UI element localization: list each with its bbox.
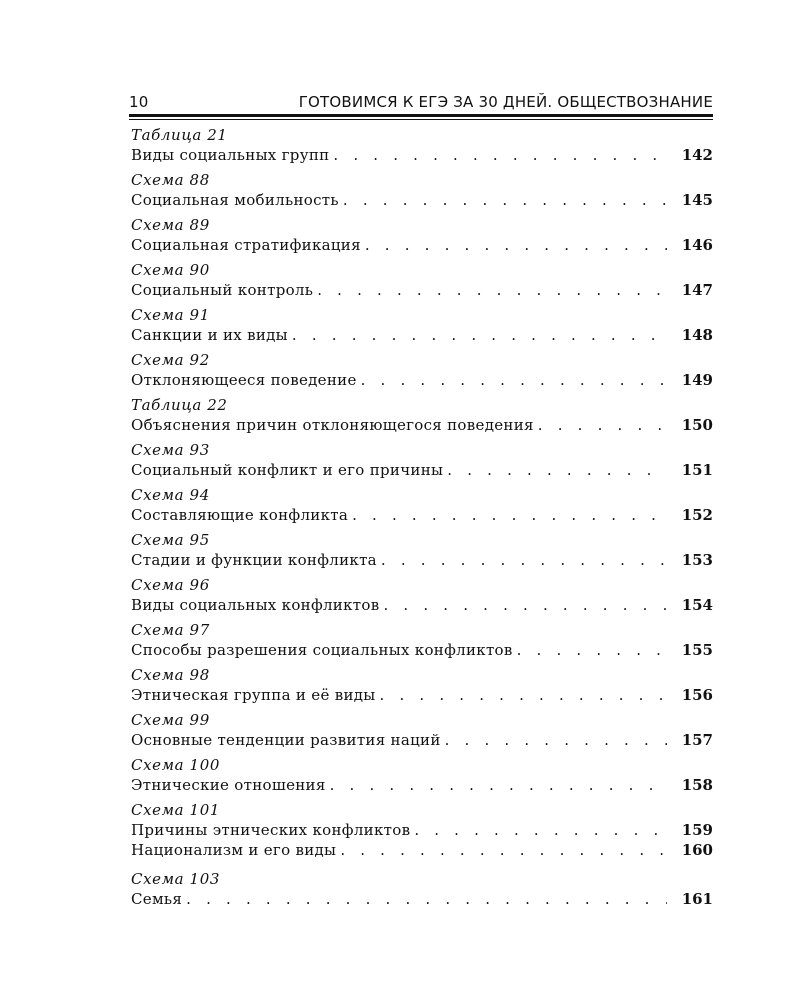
entry-label: Схема 93 (131, 441, 210, 459)
entry-page: 146 (681, 236, 713, 254)
entry-page: 157 (681, 731, 713, 749)
entry-label: Таблица 21 (131, 126, 228, 144)
toc-entry[interactable] (131, 215, 713, 255)
entry-title: Составляющие конфликта (131, 506, 349, 524)
dot-leader (292, 325, 667, 345)
toc-entry[interactable] (131, 485, 713, 525)
entry-label: Схема 98 (131, 666, 210, 684)
toc-entry[interactable] (131, 170, 713, 210)
entry-label: Схема 101 (131, 801, 220, 819)
toc-entry[interactable] (131, 305, 713, 345)
entry-label: Схема 95 (131, 531, 210, 549)
entry-page: 142 (681, 146, 713, 164)
dot-leader (517, 640, 667, 660)
entry-title: Семья (131, 890, 183, 908)
dot-leader (538, 415, 667, 435)
dot-leader (352, 505, 667, 525)
toc-entry[interactable] (131, 440, 713, 480)
entry-title: Виды социальных конфликтов (131, 596, 380, 614)
header-rule-thick (129, 114, 713, 117)
toc-entry[interactable] (131, 800, 713, 840)
dot-leader (317, 280, 667, 300)
toc-entry[interactable] (131, 840, 713, 860)
dot-leader (383, 595, 667, 615)
toc-entry[interactable] (131, 125, 713, 165)
dot-leader (365, 235, 667, 255)
toc-entry[interactable] (131, 755, 713, 795)
entry-label: Таблица 22 (131, 396, 228, 414)
entry-title: Объяснения причин отклоняющегося поведения (131, 416, 534, 434)
entry-page: 160 (681, 841, 713, 859)
entry-label: Схема 88 (131, 171, 210, 189)
entry-title: Причины этнических конфликтов (131, 821, 411, 839)
entry-label: Схема 90 (131, 261, 210, 279)
entry-title: Социальный контроль (131, 281, 314, 299)
entry-title: Отклоняющееся поведение (131, 371, 357, 389)
entry-title: Стадии и функции конфликта (131, 551, 377, 569)
entry-label: Схема 97 (131, 621, 210, 639)
entry-label: Схема 91 (131, 306, 210, 324)
toc-entry[interactable] (131, 530, 713, 570)
entry-label: Схема 92 (131, 351, 210, 369)
toc-entry[interactable] (131, 395, 713, 435)
toc-entry[interactable] (131, 869, 713, 909)
dot-leader (414, 820, 667, 840)
entry-page: 147 (681, 281, 713, 299)
entry-page: 156 (681, 686, 713, 704)
dot-leader (186, 889, 667, 909)
dot-leader (330, 775, 667, 795)
entry-title: Социальный конфликт и его причины (131, 461, 444, 479)
entry-title: Способы разрешения социальных конфликтов (131, 641, 513, 659)
running-header (129, 90, 713, 114)
dot-leader (447, 460, 667, 480)
entry-title: Социальная стратификация (131, 236, 361, 254)
entry-page: 150 (681, 416, 713, 434)
entry-label: Схема 99 (131, 711, 210, 729)
entry-title: Виды социальных групп (131, 146, 330, 164)
entry-page: 155 (681, 641, 713, 659)
dot-leader (381, 550, 667, 570)
page-number: 10 (129, 93, 149, 111)
entry-label: Схема 94 (131, 486, 210, 504)
toc-entry[interactable] (131, 665, 713, 705)
entry-label: Схема 100 (131, 756, 220, 774)
dot-leader (340, 840, 667, 860)
entry-page: 145 (681, 191, 713, 209)
toc-entry[interactable] (131, 260, 713, 300)
dot-leader (333, 145, 667, 165)
dot-leader (380, 685, 667, 705)
entry-title: Социальная мобильность (131, 191, 339, 209)
table-of-contents (131, 125, 713, 909)
entry-page: 158 (681, 776, 713, 794)
entry-page: 159 (681, 821, 713, 839)
toc-entry[interactable] (131, 350, 713, 390)
entry-title: Санкции и их виды (131, 326, 288, 344)
entry-label: Схема 89 (131, 216, 210, 234)
entry-page: 151 (681, 461, 713, 479)
entry-page: 153 (681, 551, 713, 569)
dot-leader (445, 730, 667, 750)
dot-leader (361, 370, 667, 390)
entry-title: Этнические отношения (131, 776, 326, 794)
toc-entry[interactable] (131, 575, 713, 615)
entry-page: 161 (681, 890, 713, 908)
header-rule-thin (129, 119, 713, 120)
running-title: ГОТОВИМСЯ К ЕГЭ ЗА 30 ДНЕЙ. ОБЩЕСТВОЗНАНИЕ (298, 93, 713, 111)
entry-title: Национализм и его виды (131, 841, 337, 859)
dot-leader (343, 190, 667, 210)
entry-title: Основные тенденции развития наций (131, 731, 441, 749)
entry-title: Этническая группа и её виды (131, 686, 376, 704)
entry-label: Схема 96 (131, 576, 210, 594)
toc-entry[interactable] (131, 710, 713, 750)
toc-entry[interactable] (131, 620, 713, 660)
entry-page: 149 (681, 371, 713, 389)
entry-page: 154 (681, 596, 713, 614)
entry-page: 152 (681, 506, 713, 524)
entry-label: Схема 103 (131, 870, 220, 888)
entry-page: 148 (681, 326, 713, 344)
